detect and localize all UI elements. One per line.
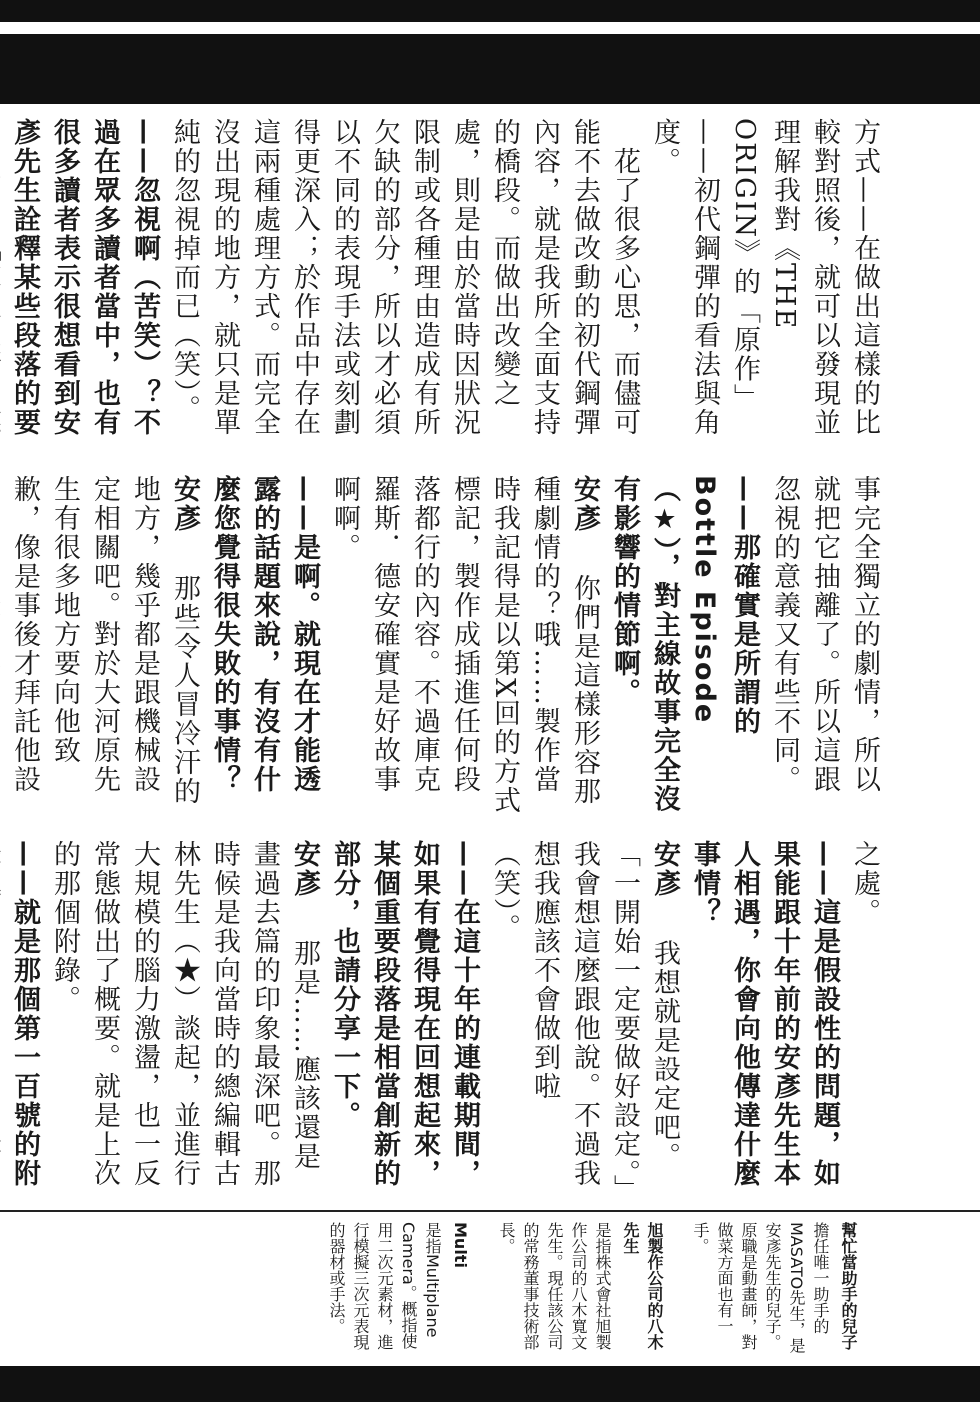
notes-divider — [0, 1210, 980, 1212]
footnote — [324, 1222, 472, 1358]
header-black-band — [0, 34, 980, 104]
interview-question — [684, 840, 844, 1195]
paragraph — [764, 475, 884, 820]
paragraph — [644, 118, 884, 454]
interview-answer — [0, 475, 204, 820]
footnote — [688, 1222, 860, 1358]
paragraph — [164, 118, 644, 454]
footnote-text: 擔任唯一助手的MASATO先生，是安彥先生的兒子。原職是動畫師，對做菜方面也有一手。 — [691, 1222, 830, 1354]
paragraph-text: 我想就是設定吧。「一開始一定要做好設定。」我會想這麼跟他說。不過我想我應該不會做到啦（笑）。 — [489, 840, 680, 1190]
text-band-2 — [9, 475, 884, 820]
top-black-bar — [0, 0, 980, 22]
footnote-title: 旭製作公司的八木先生 — [621, 1222, 664, 1350]
paragraph-text: ——在這十年的連載期間，如果有覺得現在回想起來，某個重要段落是相當創新的部分，也請分享一下。 — [329, 840, 480, 1188]
speaker-label: 安彥 — [169, 475, 200, 562]
interview-answer — [324, 475, 604, 820]
paragraph-text: ——這是假設性的問題，如果能跟十年前的安彥先生本人相遇，你會向他傳達什麼事情？ — [689, 840, 840, 1188]
paragraph-text: ——就是那個第一百號的附 — [9, 840, 40, 1188]
paragraph-text: 之處。 — [849, 840, 880, 927]
bottom-black-bar — [0, 1366, 980, 1402]
speaker-label: 安彥 — [569, 475, 600, 562]
footnote-title: 幫忙當助手的兒子 — [839, 1222, 858, 1350]
footnote-text: 是指Multiplane Camera。概指使用二次元素材，進行模擬三次元表現的器材或手法。 — [327, 1222, 442, 1350]
text-band-3 — [9, 840, 884, 1195]
paragraph-text: 花了很多心思，而儘可能不去做改動的初代鋼彈內容，就是我所全面支持的橋段。而做出改變之處，則是由於當時因狀況限制或各種理由造成有所欠缺的部分，所以才必須以不同的表現手法或刻劃得更深入；於作品中存在這兩種處理方式。而完全沒出現的地方，就只是單純的忽視掉而已（笑）。 — [169, 118, 640, 437]
footnote-title: Multi — [451, 1222, 470, 1268]
text-band-1 — [9, 118, 884, 454]
paragraph-text: 事完全獨立的劇情，所以就把它抽離了。所以這跟忽視的意義又有些不同。 — [769, 475, 880, 794]
paragraph-text: 方式——在做出這樣的比較對照後，就可以發現並理解我對《THE ORIGIN》的「原作」——初代鋼彈的看法與角度。 — [649, 118, 880, 437]
paragraph-text: 你們是這樣形容那種劇情的？哦……製作當時我記得是以第X回的方式標記，製作成插進任何段落都行的內容。不過庫克羅斯．德安確實是好故事啊啊。 — [329, 475, 600, 816]
paragraph-text: 那些令人冒冷汗的地方，幾乎都是跟機械設定相關吧。對於大河原先生有很多地方要向他致歉，像是事後才拜託他設 — [9, 475, 200, 806]
interview-question — [204, 475, 324, 820]
paragraph-text: ——是啊。就現在才能透露的話題來說，有沒有什麼您覺得很失敗的事情？ — [209, 475, 320, 794]
interview-question — [604, 475, 764, 820]
speaker-label: 安彥 — [649, 840, 680, 927]
footnote — [494, 1222, 666, 1358]
paragraph-text: ——忽視啊（苦笑）？不過在眾多讀者當中，也有很多讀者表示很想看到安彥先生詮釋某些段落的要 — [9, 118, 160, 437]
speaker-label: 安彥 — [289, 840, 320, 927]
interview-answer — [484, 840, 684, 1195]
footnotes — [100, 1222, 860, 1358]
interview-question — [0, 118, 164, 454]
interview-answer — [44, 840, 324, 1195]
paragraph-text: 那是……應該還是畫過去篇的印象最深吧。那時候是我向當時的總編輯古林先生（★）談起，並進行大規模的腦力激盪，也一反常態做出了概要。就是上次的那個附錄。 — [49, 840, 320, 1188]
paragraph-text: ——那確實是所謂的Bottle Episode（★），對主線故事完全沒有影響的情節啊。 — [609, 475, 760, 814]
paragraph — [844, 840, 884, 1195]
footnote-text: 是指株式會社旭製作公司的八木寬文先生。現任該公司的常務董事技術部長。 — [497, 1222, 612, 1350]
interview-question — [324, 840, 484, 1195]
interview-question — [0, 840, 44, 1195]
